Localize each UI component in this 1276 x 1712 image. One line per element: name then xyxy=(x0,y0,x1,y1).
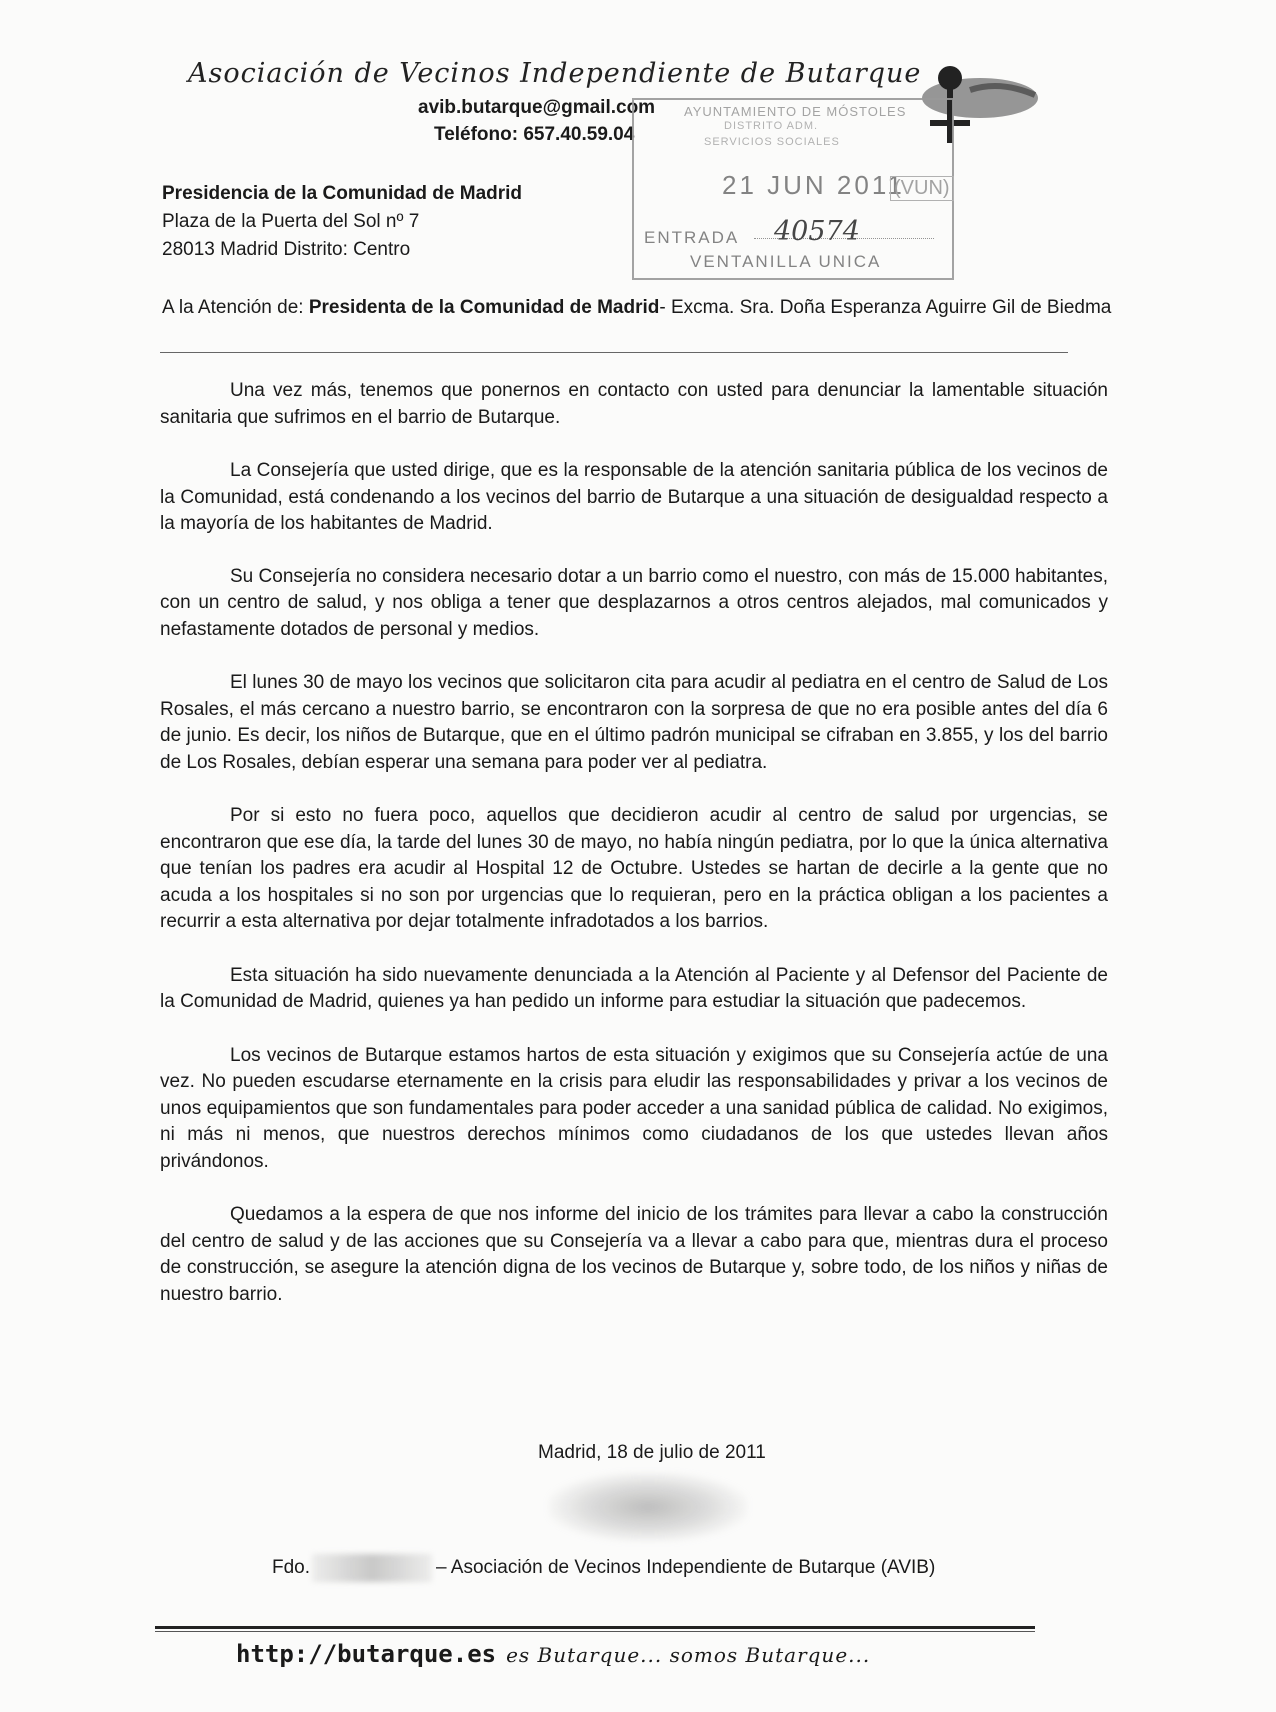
attention-role: Presidenta de la Comunidad de Madrid xyxy=(308,297,660,318)
paragraph: Una vez más, tenemos que ponernos en contacto con usted para denunciar la lamentable situación sanitaria que sufrimos en el barrio de Butarque. xyxy=(160,380,1108,428)
footer-rule xyxy=(155,1626,1035,1629)
letter-body xyxy=(160,378,1108,1335)
paragraph: Su Consejería no considera necesario dotar a un barrio como el nuestro, con más de 15.000 habitantes, con un centro de salud, y nos obliga a tener que desplazarnos a otros centros alejados, mal comunicados y nefastamente dotados de personal y medios. xyxy=(160,565,1108,640)
place-and-date: Madrid, 18 de julio de 2011 xyxy=(538,1442,766,1463)
paragraph: Esta situación ha sido nuevamente denunciada a la Atención al Paciente y al Defensor del Paciente de la Comunidad de Madrid, quienes ya han pedido un informe para estudiar la situación que padecemos. xyxy=(160,964,1108,1012)
paragraph: El lunes 30 de mayo los vecinos que solicitaron cita para acudir al pediatra en el centro de Salud de Los Rosales, el más cercano a nuestro barrio, se encontraron con la sorpresa de que no era posible antes del día 6 de junio. Es decir, los niños de Butarque, que en el último padrón municipal se cifraban en 3.855, y los del barrio de Los Rosales, debían esperar una semana para poder ver al pediatra. xyxy=(160,672,1108,773)
paragraph: Por si esto no fuera poco, aquellos que decidieron acudir al centro de salud por urgencias, se encontraron que ese día, la tarde del lunes 30 de mayo, no había ningún pediatra, por lo que la única alternativa que tenían los padres era acudir al Hospital 12 de Octubre. Ustedes se hartan de decirle a la gente que no acuda a los hospitales si no son por urgencias que lo requieran, pero en la práctica obligan a los pacientes a recurrir a esta alternativa por dejar totalmente infradotados a los barrios. xyxy=(160,805,1108,932)
attention-prefix: A la Atención de: xyxy=(162,297,309,318)
attention-rest: - Excma. Sra. Doña Esperanza Aguirre Gil de Biedma xyxy=(659,297,1112,318)
stamp-line3: SERVICIOS SOCIALES xyxy=(704,136,840,148)
stamp-date: 21 JUN 2011 xyxy=(722,170,905,200)
signature-blurred xyxy=(548,1472,748,1542)
stamp-line2: DISTRITO ADM. xyxy=(724,120,819,132)
footer xyxy=(236,1640,870,1668)
footer-tagline: es Butarque... somos Butarque... xyxy=(506,1643,871,1667)
recipient-address-line2: 28013 Madrid Distrito: Centro xyxy=(162,239,411,260)
stamp-ventanilla: VENTANILLA UNICA xyxy=(690,252,882,271)
association-title: Asociación de Vecinos Independiente de Butarque xyxy=(188,58,922,89)
footer-url: http://butarque.es xyxy=(236,1640,497,1668)
paragraph: La Consejería que usted dirige, que es la responsable de la atención sanitaria pública de los vecinos de la Comunidad, está condenando a los vecinos del barrio de Butarque a una situación de desigualdad respecto a la mayoría de los habitantes de Madrid. xyxy=(160,460,1108,534)
divider xyxy=(160,352,1068,353)
footer-rule-thin xyxy=(155,1631,1035,1632)
paragraph: Quedamos a la espera de que nos informe del inicio de los trámites para llevar a cabo la construcción del centro de salud y de las acciones que su Consejería va a llevar a cabo para que, mientras dura el proceso de construcción, se asegure la atención digna de los vecinos de Butarque y, sobre todo, de los niños y niñas de nuestro barrio. xyxy=(160,1204,1108,1305)
recipient-address xyxy=(162,180,522,264)
fdo-label: Fdo. xyxy=(272,1557,311,1578)
paragraph: Los vecinos de Butarque estamos hartos de esta situación y exigimos que su Consejería actúe de una vez. No pueden escudarse eternamente en la crisis para eludir las responsabilidades y privar a los vecinos de unos equipamientos que son fundamentales para poder acceder a una sanidad pública de calidad. No exigimos, ni más ni menos, que nuestros derechos mínimos como ciudadanos de los que ustedes llevan años privándonos. xyxy=(160,1044,1108,1172)
association-email: avib.butarque@gmail.com xyxy=(418,97,656,118)
stamp-entrada-label: ENTRADA xyxy=(644,228,740,247)
recipient-name: Presidencia de la Comunidad de Madrid xyxy=(162,183,523,204)
signer-name-blurred xyxy=(312,1554,432,1582)
association-phone: Teléfono: 657.40.59.04 xyxy=(434,124,635,145)
recipient-address-line1: Plaza de la Puerta del Sol nº 7 xyxy=(162,211,420,232)
signer-association: – Asociación de Vecinos Independiente de Butarque (AVIB) xyxy=(436,1557,936,1578)
attention-line xyxy=(162,294,1112,322)
stamp-code: (VUN) xyxy=(890,176,954,201)
stamp-line1: AYUNTAMIENTO DE MÓSTOLES xyxy=(684,104,907,119)
registry-stamp xyxy=(632,98,954,280)
stamp-entrada-number: 40574 xyxy=(774,216,860,247)
